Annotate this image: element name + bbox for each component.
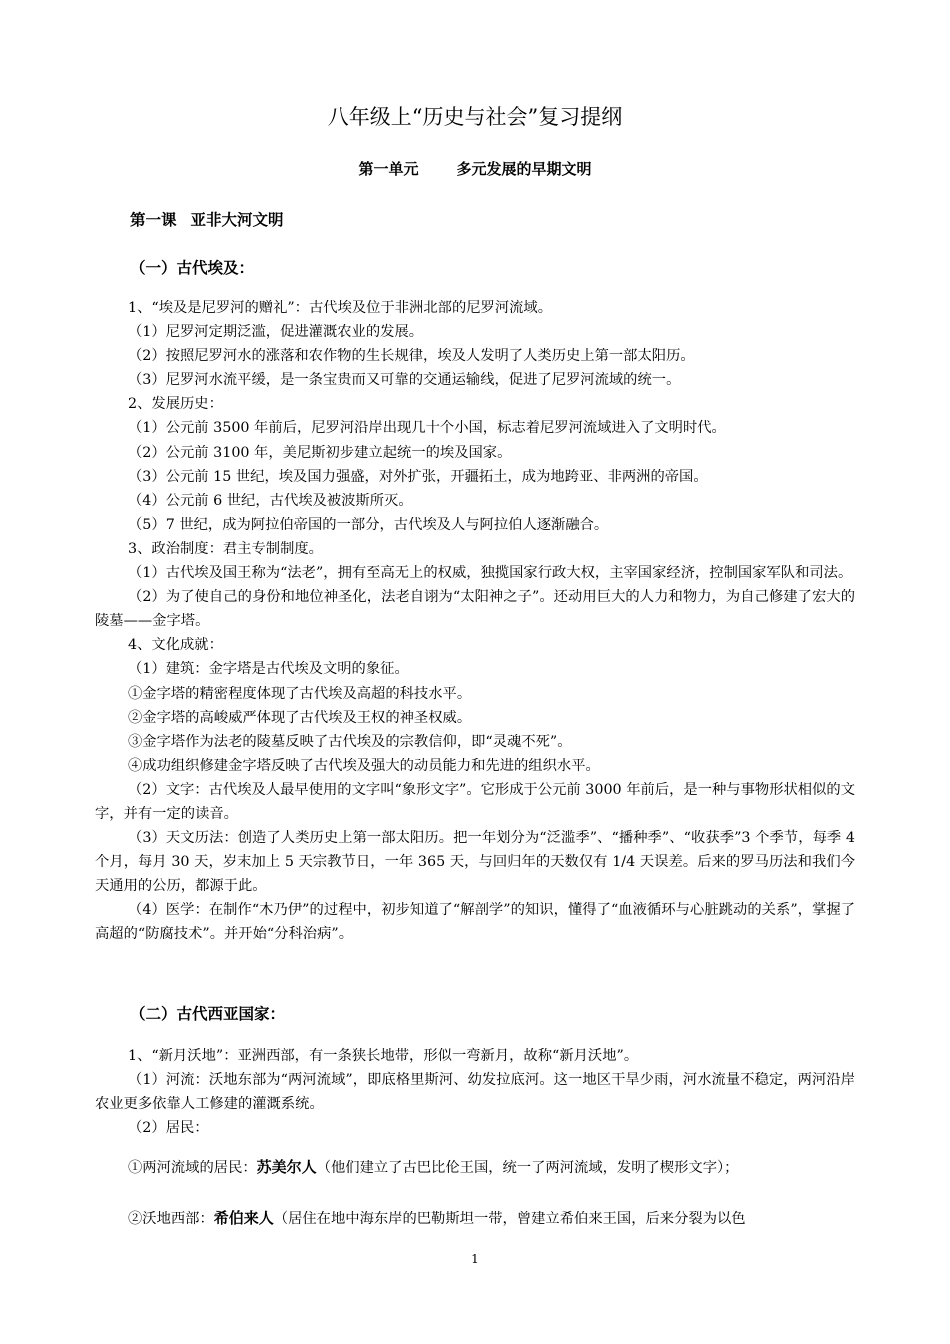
paragraph: 4、文化成就： — [128, 637, 223, 654]
paragraph: （2）为了使自己的身份和地位神圣化，法老自诩为“太阳神之子”。还动用巨大的人力和物力，为自己修建了宏大的陵墓——金字塔。 — [95, 589, 855, 630]
paragraph: （2）公元前 3100 年，美尼斯初步建立起统一的埃及国家。 — [128, 444, 512, 461]
keyword-sumerians: 苏美尔人 — [256, 1158, 317, 1176]
page-number: 1 — [471, 1252, 479, 1266]
paragraph: （1）尼罗河定期泛滥，促进灌溉农业的发展。 — [128, 324, 424, 341]
resident-sumerians: ①两河流域的居民：苏美尔人（他们建立了古巴比伦王国，统一了两河流域，发明了楔形文字）； — [128, 1158, 739, 1176]
paragraph: （2）居民： — [128, 1120, 209, 1137]
paragraph: （1）河流：沃地东部为“两河流域”，即底格里斯河、幼发拉底河。这一地区干旱少雨，河水流量不稳定，两河沿岸农业更多依靠人工修建的灌溉系统。 — [95, 1072, 855, 1113]
paragraph: ①金字塔的精密程度体现了古代埃及高超的科技水平。 — [128, 685, 472, 702]
unit-heading — [0, 158, 950, 180]
unit-name: 多元发展的早期文明 — [456, 160, 592, 178]
paragraph: ④成功组织修建金字塔反映了古代埃及强大的动员能力和先进的组织水平。 — [128, 757, 600, 774]
paragraph: （5）7 世纪，成为阿拉伯帝国的一部分，古代埃及人与阿拉伯人逐渐融合。 — [128, 516, 609, 533]
lesson-name: 亚非大河文明 — [190, 211, 284, 229]
paragraph: 1、“埃及是尼罗河的赠礼”：古代埃及位于非洲北部的尼罗河流域。 — [128, 300, 553, 316]
paragraph: （1）公元前 3500 年前后，尼罗河沿岸出现几十个小国，标志着尼罗河流域进入了文明时代。 — [128, 420, 726, 437]
paragraph: （2）按照尼罗河水的涨落和农作物的生长规律，埃及人发明了人类历史上第一部太阳历。 — [128, 348, 695, 365]
lesson-label: 第一课 — [130, 211, 177, 229]
lesson-heading — [130, 209, 284, 231]
paragraph: ②金字塔的高峻威严体现了古代埃及王权的神圣权威。 — [128, 709, 472, 726]
paragraph: （2）文字：古代埃及人最早使用的文字叫“象形文字”。它形成于公元前 3000 年前后，是一种与事物形状相似的文字，并有一定的读音。 — [95, 781, 855, 822]
paragraph: （1）建筑：金字塔是古代埃及文明的象征。 — [128, 661, 409, 678]
keyword-hebrews: 希伯来人 — [213, 1209, 274, 1227]
paragraph: （3）尼罗河水流平缓，是一条宝贵而又可靠的交通运输线，促进了尼罗河流域的统一。 — [128, 372, 681, 389]
unit-label: 第一单元 — [358, 160, 419, 178]
document-title: 八年级上“历史与社会”复习提纲 — [327, 105, 623, 129]
paragraph: （4）医学：在制作“木乃伊”的过程中，初步知道了“解剖学”的知识，懂得了“血液循环与心脏跳动的关系”，掌握了高超的“防腐技术”。并开始“分科治病”。 — [95, 902, 855, 943]
paragraph: （4）公元前 6 世纪，古代埃及被波斯所灭。 — [128, 492, 413, 509]
section-heading-egypt: （一）古代埃及： — [130, 259, 255, 277]
paragraph: 3、政治制度：君主专制制度。 — [128, 540, 323, 557]
resident-hebrews: ②沃地西部：希伯来人（居住在地中海东岸的巴勒斯坦一带，曾建立希伯来王国，后来分裂为以色 — [128, 1209, 746, 1227]
paragraph: 1、“新月沃地”：亚洲西部，有一条狭长地带，形似一弯新月，故称“新月沃地”。 — [128, 1048, 639, 1064]
paragraph: （3）天文历法：创造了人类历史上第一部太阳历。把一年划分为“泛滥季”、“播种季”、“收获季”3 个季节，每季 4 个月，每月 30 天，岁末加上 5 天宗教节日，一年 365 天，与回归年的天数仅有 1/4 天误差。后来的罗马历法和我们今天通用的公历，都源于此。 — [95, 830, 855, 895]
section-body-egypt — [95, 296, 855, 947]
paragraph: 2、发展历史： — [128, 396, 223, 413]
section-body-west-asia — [95, 1044, 855, 1140]
paragraph: （3）公元前 15 世纪，埃及国力强盛，对外扩张，开疆拓土，成为地跨亚、非两洲的帝国。 — [128, 468, 708, 485]
section-heading-west-asia: （二）古代西亚国家： — [130, 1005, 286, 1023]
paragraph: （1）古代埃及国王称为“法老”，拥有至高无上的权威，独揽国家行政大权，主宰国家经济，控制国家军队和司法。 — [128, 565, 853, 582]
paragraph: ③金字塔作为法老的陵墓反映了古代埃及的宗教信仰，即“灵魂不死”。 — [128, 733, 572, 750]
